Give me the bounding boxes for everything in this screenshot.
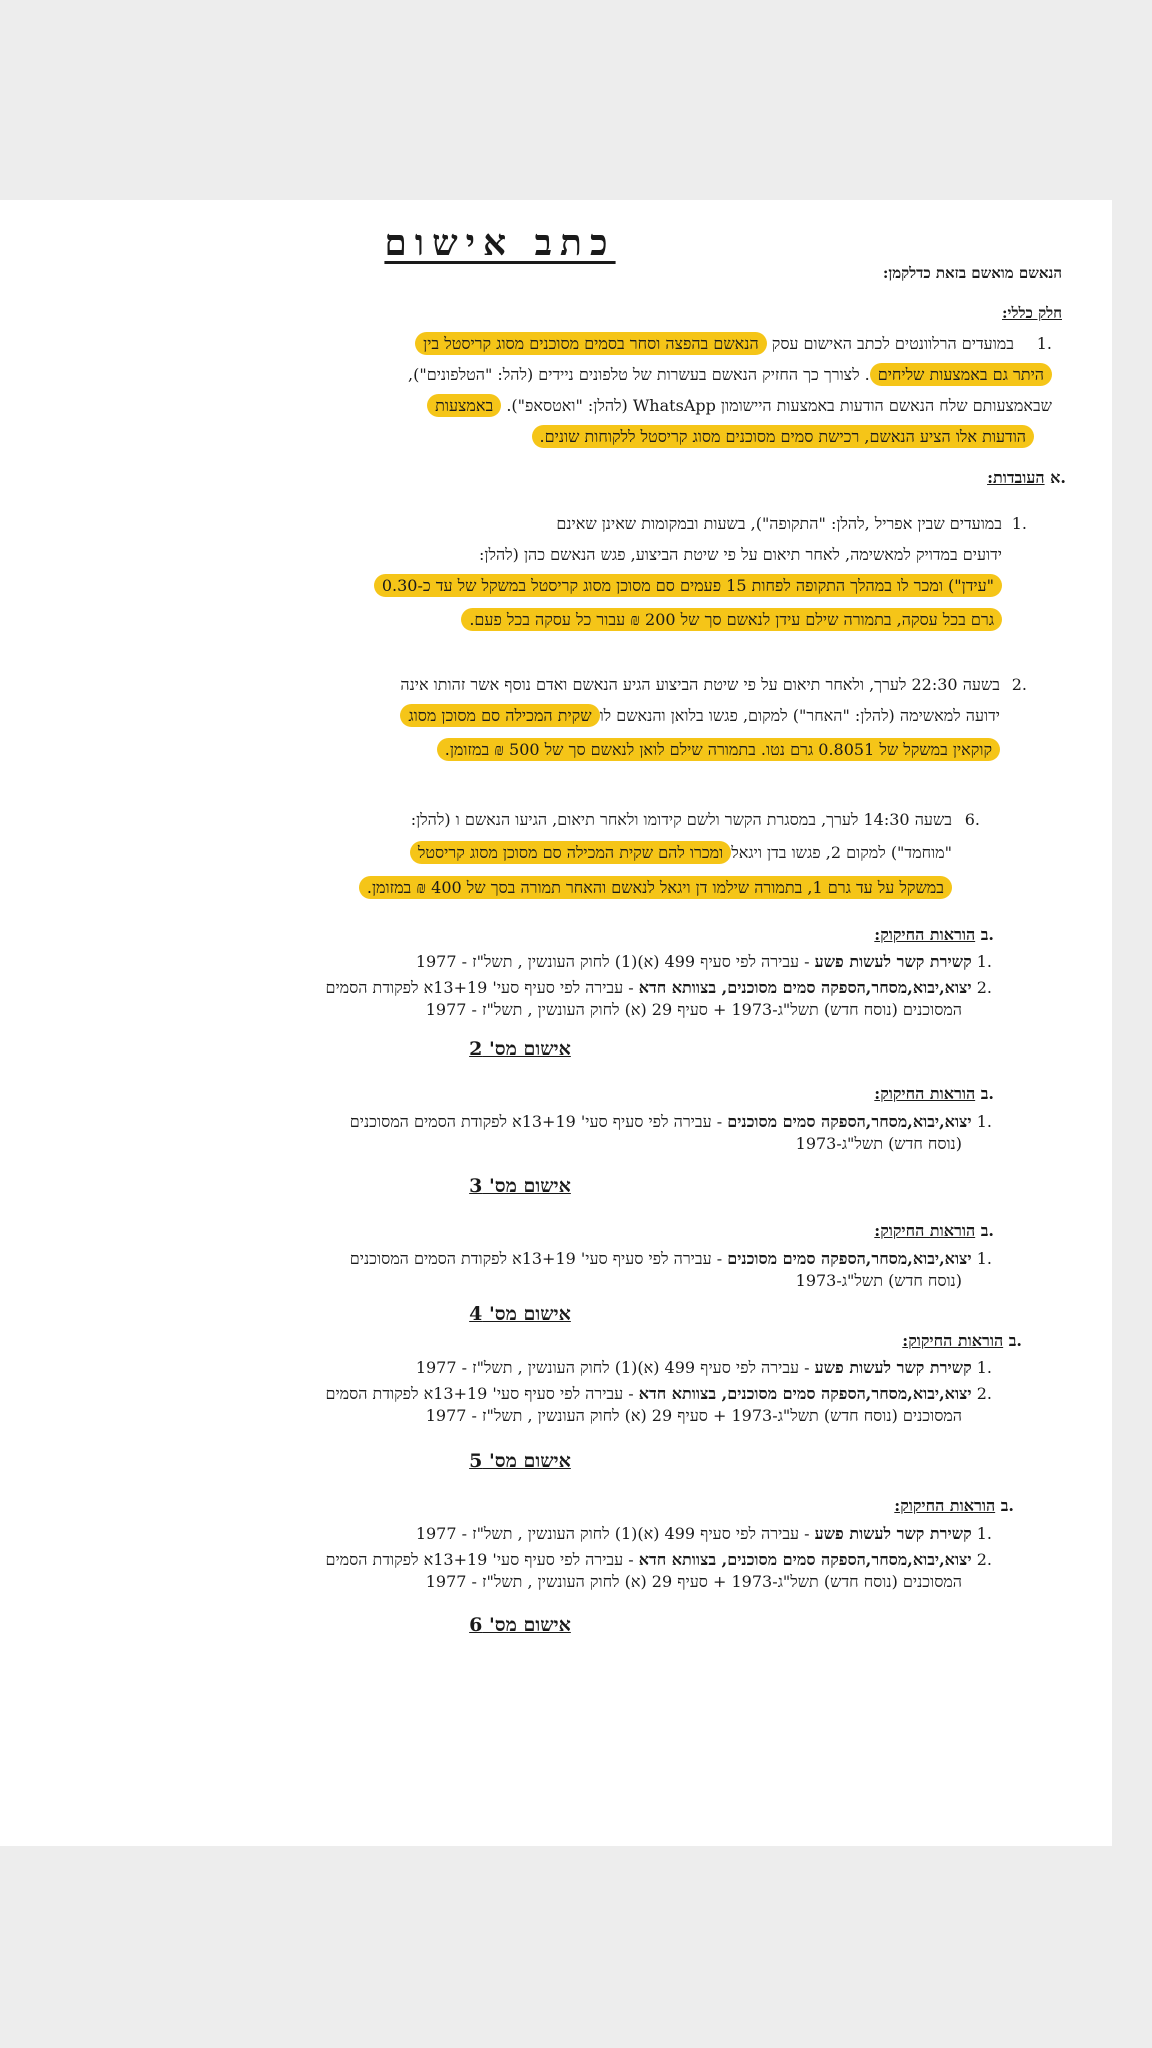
- law-trade-shared-bold: יצוא,יבוא,מסחר,הספקה סמים מסוכנים, בצוותא חדא: [638, 978, 972, 997]
- fact2-number: .2: [1011, 675, 1027, 694]
- highlight-general-3: באמצעות: [427, 394, 501, 417]
- general-line-2b: . לצורך כך החזיק הנאשם בעשרות של טלפונים ניידים (להל: "הטלפונים"),: [408, 365, 870, 384]
- document-page: [0, 200, 1112, 1846]
- general-line-3a: שבאמצעותם שלח הנאשם הודעות באמצעות היישומון WhatsApp (להלן: "ואטסאפ").: [506, 396, 1052, 415]
- law-conspiracy-rest: - עבירה לפי סעיף 499 (א)(1) לחוק העונשין , תשל"ז - 1977: [415, 952, 815, 971]
- law-1-item-2-line2: המסוכנים (נוסח חדש) תשל"ג-1973 + סעיף 29 (א) לחוק העונשין , תשל"ז - 1977: [425, 1000, 962, 1019]
- general-heading: חלק כללי:: [1002, 304, 1062, 322]
- fact1-line-3: [374, 576, 1002, 596]
- highlight-fact1-1: "עידן") ומכר לו במהלך התקופה לפחות 15 פעמים סם מסוכן מסוג קריסטל במשקל של עד כ-0.30: [374, 574, 1002, 597]
- fact6-line-2: [410, 843, 952, 863]
- highlight-fact2-1: שקית המכילה סם מסוכן מסוג: [400, 704, 599, 727]
- law-letter: .ב: [980, 925, 994, 944]
- law-5-item-2-line2: המסוכנים (נוסח חדש) תשל"ג-1973 + סעיף 29 (א) לחוק העונשין , תשל"ז - 1977: [425, 1572, 962, 1591]
- fact6-number: .6: [964, 810, 980, 829]
- highlight-fact2-2: קוקאין במשקל של 0.8051 גרם נטו. בתמורה שילם לואן לנאשם סך של 500 ₪ במזומן.: [437, 738, 1000, 761]
- general-line-1: [415, 334, 1014, 354]
- highlight-fact6-2: במשקל על עד גרם 1, בתמורה שילמו דן ויגאל לנאשם והאחר תמורה בסך של 400 ₪ במזומן.: [359, 876, 952, 899]
- law-4-item-1: .1 קשירת קשר לעשות פשע - עבירה לפי סעיף 499 (א)(1) לחוק העונשין , תשל"ז - 1977: [415, 1358, 992, 1377]
- fact2-line-3: [437, 740, 1000, 760]
- fact6-line-2a: "מוחמד") למקום 2, פגשו בדן ויגאל: [731, 843, 952, 862]
- charge-4-title: אישום מס' 4: [469, 1303, 571, 1325]
- highlight-fact6-1: ומכרו להם שקית המכילה סם מסוכן מסוג קריסטל: [410, 841, 731, 864]
- law-5-item-2: .2 יצוא,יבוא,מסחר,הספקה סמים מסוכנים, בצוותא חדא - עבירה לפי סעיף סעי' 13+19א לפקודת הסמים: [325, 1550, 992, 1569]
- fact2-line-2a: ידועה למאשימה (להלן: "האחר") למקום, פגשו בלואן והנאשם לו: [599, 706, 1000, 725]
- charge-5-title: אישום מס' 5: [469, 1450, 571, 1472]
- law-1-item-2: .2 יצוא,יבוא,מסחר,הספקה סמים מסוכנים, בצוותא חדא - עבירה לפי סעיף סעי' 13+19א לפקודת הסמים: [325, 978, 992, 997]
- law-heading-4: .ב הוראות החיקוק:: [902, 1331, 1022, 1350]
- law-heading-1: [874, 925, 994, 945]
- document-title: כתב אישום: [384, 222, 616, 264]
- law-4-item-2: .2 יצוא,יבוא,מסחר,הספקה סמים מסוכנים, בצוותא חדא - עבירה לפי סעיף סעי' 13+19א לפקודת הסמים: [325, 1384, 992, 1403]
- charge-6-title: אישום מס' 6: [469, 1614, 571, 1636]
- general-line-4: [532, 427, 1034, 447]
- highlight-general-2: היתר גם באמצעות שליחים: [870, 363, 1052, 386]
- charge-2-title: אישום מס' 2: [469, 1038, 571, 1060]
- law-2-item-1: .1 יצוא,יבוא,מסחר,הספקה סמים מסוכנים - עבירה לפי סעיף סעי' 13+19א לפקודת הסמים המסוכנים: [349, 1112, 992, 1131]
- highlight-general-1: הנאשם בהפצה וסחר בסמים מסוכנים מסוג קריסטל בין: [415, 332, 767, 355]
- facts-heading: [987, 468, 1066, 488]
- general-line-2: [408, 365, 1052, 385]
- fact2-line-1: בשעה 22:30 לערך, ולאחר תיאום על פי שיטת הביצוע הגיע הנאשם ואדם נוסף אשר זהותו אינה: [400, 675, 1000, 694]
- law-heading-5: .ב הוראות החיקוק:: [894, 1496, 1014, 1515]
- charge-3-title: אישום מס' 3: [469, 1175, 571, 1197]
- fact1-line-4: [461, 610, 1002, 630]
- law-2-item-1-line2: (נוסח חדש) תשל"ג-1973: [795, 1134, 962, 1153]
- law-heading-3: .ב הוראות החיקוק:: [874, 1221, 994, 1240]
- fact6-line-3: [359, 878, 952, 898]
- law-conspiracy-bold: קשירת קשר לעשות פשע: [814, 952, 972, 971]
- fact1-number: .1: [1011, 514, 1027, 533]
- highlight-general-4: הודעות אלו הציע הנאשם, רכישת סמים מסוכנים מסוג קריסטל ללקוחות שונים.: [532, 425, 1034, 448]
- general-item-number: .1: [1036, 334, 1052, 353]
- general-line-3: [427, 396, 1052, 416]
- fact6-line-1: בשעה 14:30 לערך, במסגרת הקשר ולשם קידומו ולאחר תיאום, הגיעו הנאשם ו (להלן:: [410, 810, 952, 829]
- facts-heading-text: העובדות:: [987, 468, 1045, 487]
- fact1-line-1: במועדים שבין אפריל ,להלן: "התקופה"), בשעות ובמקומות שאינן שאינם: [556, 514, 1002, 533]
- law-5-item-1: .1 קשירת קשר לעשות פשע - עבירה לפי סעיף 499 (א)(1) לחוק העונשין , תשל"ז - 1977: [415, 1524, 992, 1543]
- law-heading-2: .ב הוראות החיקוק:: [874, 1084, 994, 1103]
- general-line-1a: במועדים הרלוונטים לכתב האישום עסק: [771, 334, 1014, 353]
- law-3-item-1: .1 יצוא,יבוא,מסחר,הספקה סמים מסוכנים - עבירה לפי סעיף סעי' 13+19א לפקודת הסמים המסוכנים: [349, 1249, 992, 1268]
- law-1-item-1: .1 קשירת קשר לעשות פשע - עבירה לפי סעיף 499 (א)(1) לחוק העונשין , תשל"ז - 1977: [415, 952, 992, 971]
- law-4-item-2-line2: המסוכנים (נוסח חדש) תשל"ג-1973 + סעיף 29 (א) לחוק העונשין , תשל"ז - 1977: [425, 1406, 962, 1425]
- intro-line: הנאשם מואשם בזאת כדלקמן:: [882, 264, 1062, 282]
- fact2-line-2: [400, 706, 1000, 726]
- law-heading-text: הוראות החיקוק:: [874, 925, 976, 944]
- facts-letter: .א: [1050, 468, 1066, 487]
- fact1-line-2: ידועים במדויק למאשימה, לאחר תיאום על פי שיטת הביצוע, פגש הנאשם כהן (להלן:: [479, 545, 1002, 564]
- law-3-item-1-line2: (נוסח חדש) תשל"ג-1973: [795, 1271, 962, 1290]
- highlight-fact1-2: גרם בכל עסקה, בתמורה שילם עידן לנאשם סך של 200 ₪ עבור כל עסקה בכל פעם.: [461, 608, 1002, 631]
- law-trade-shared-rest: - עבירה לפי סעיף סעי' 13+19א לפקודת הסמים: [325, 978, 639, 997]
